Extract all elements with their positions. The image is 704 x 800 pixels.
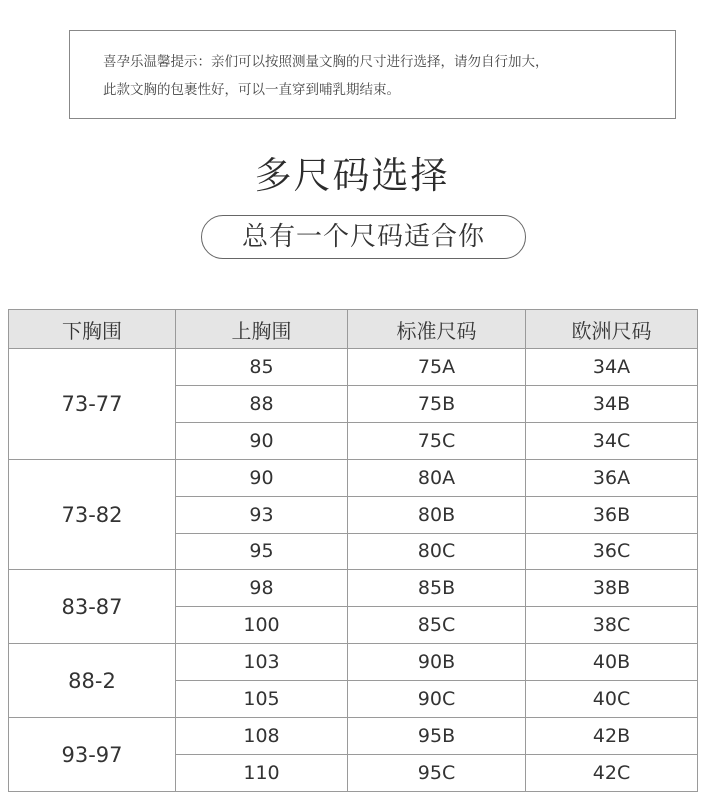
over-bust-cell: 98 bbox=[176, 570, 348, 607]
eu-size-cell: 36C bbox=[526, 533, 698, 570]
header-eu-size: 欧洲尺码 bbox=[526, 310, 698, 349]
standard-size-cell: 80B bbox=[348, 496, 526, 533]
standard-size-cell: 90C bbox=[348, 681, 526, 718]
under-bust-cell: 88-2 bbox=[9, 644, 176, 718]
standard-size-cell: 90B bbox=[348, 644, 526, 681]
over-bust-cell: 110 bbox=[176, 754, 348, 791]
eu-size-cell: 34B bbox=[526, 385, 698, 422]
under-bust-cell: 83-87 bbox=[9, 570, 176, 644]
notice-box bbox=[69, 30, 676, 119]
page-title: 多尺码选择 bbox=[254, 154, 450, 197]
over-bust-cell: 105 bbox=[176, 681, 348, 718]
standard-size-cell: 75B bbox=[348, 385, 526, 422]
over-bust-cell: 93 bbox=[176, 496, 348, 533]
header-standard-size: 标准尺码 bbox=[348, 310, 526, 349]
over-bust-cell: 108 bbox=[176, 718, 348, 755]
eu-size-cell: 36B bbox=[526, 496, 698, 533]
over-bust-cell: 90 bbox=[176, 459, 348, 496]
over-bust-cell: 85 bbox=[176, 349, 348, 386]
standard-size-cell: 85C bbox=[348, 607, 526, 644]
table-row bbox=[9, 718, 698, 755]
standard-size-cell: 75A bbox=[348, 349, 526, 386]
standard-size-cell: 85B bbox=[348, 570, 526, 607]
eu-size-cell: 42B bbox=[526, 718, 698, 755]
under-bust-cell: 73-82 bbox=[9, 459, 176, 570]
table-row bbox=[9, 644, 698, 681]
under-bust-cell: 73-77 bbox=[9, 349, 176, 460]
eu-size-cell: 34C bbox=[526, 422, 698, 459]
notice-line-2: 此款文胸的包裹性好，可以一直穿到哺乳期结束。 bbox=[103, 82, 400, 98]
over-bust-cell: 95 bbox=[176, 533, 348, 570]
notice-line-1: 喜孕乐温馨提示：亲们可以按照测量文胸的尺寸进行选择，请勿自行加大， bbox=[103, 54, 549, 70]
over-bust-cell: 100 bbox=[176, 607, 348, 644]
standard-size-cell: 95C bbox=[348, 754, 526, 791]
eu-size-cell: 40C bbox=[526, 681, 698, 718]
table-row bbox=[9, 459, 698, 496]
table-header-row bbox=[9, 310, 698, 349]
standard-size-cell: 80A bbox=[348, 459, 526, 496]
standard-size-cell: 80C bbox=[348, 533, 526, 570]
over-bust-cell: 88 bbox=[176, 385, 348, 422]
eu-size-cell: 36A bbox=[526, 459, 698, 496]
header-under-bust: 下胸围 bbox=[9, 310, 176, 349]
table-row bbox=[9, 570, 698, 607]
over-bust-cell: 90 bbox=[176, 422, 348, 459]
table-row bbox=[9, 349, 698, 386]
size-table bbox=[8, 309, 698, 792]
eu-size-cell: 38C bbox=[526, 607, 698, 644]
subtitle-pill: 总有一个尺码适合你 bbox=[201, 215, 526, 259]
eu-size-cell: 40B bbox=[526, 644, 698, 681]
under-bust-cell: 93-97 bbox=[9, 718, 176, 792]
eu-size-cell: 42C bbox=[526, 754, 698, 791]
eu-size-cell: 34A bbox=[526, 349, 698, 386]
over-bust-cell: 103 bbox=[176, 644, 348, 681]
standard-size-cell: 95B bbox=[348, 718, 526, 755]
eu-size-cell: 38B bbox=[526, 570, 698, 607]
standard-size-cell: 75C bbox=[348, 422, 526, 459]
header-over-bust: 上胸围 bbox=[176, 310, 348, 349]
